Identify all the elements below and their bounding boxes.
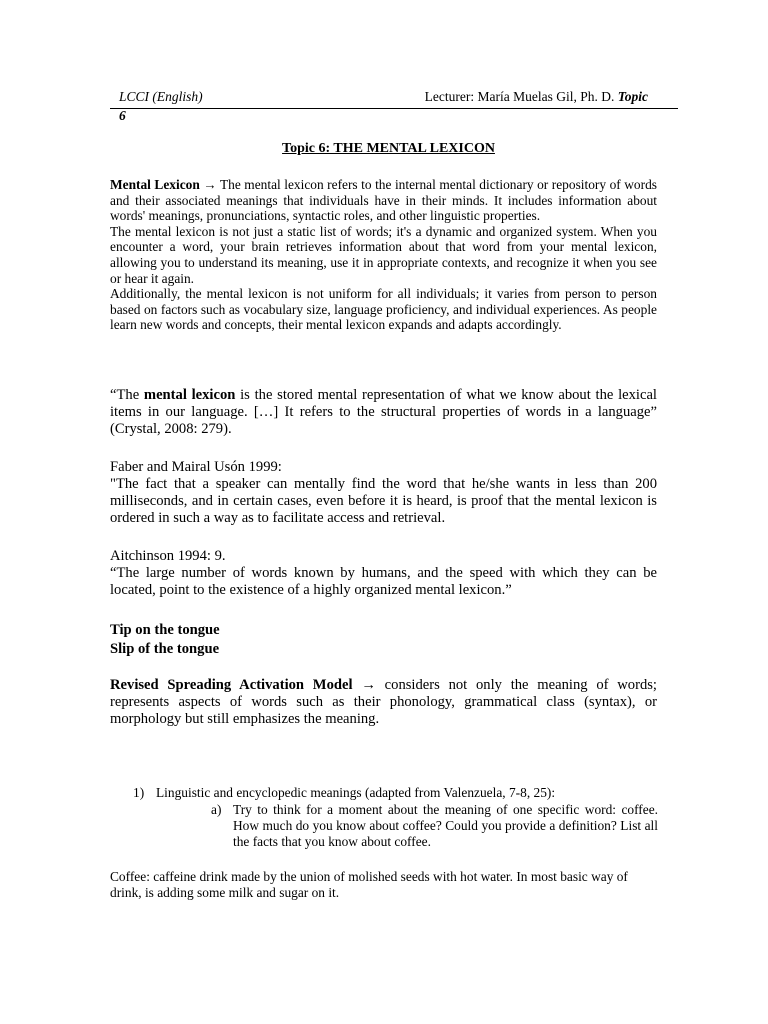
- arrow-icon: →: [203, 177, 217, 192]
- header-lecturer-name: Lecturer: María Muelas Gil, Ph. D.: [424, 89, 618, 104]
- header-lecturer: [425, 89, 648, 105]
- revised-text: considers not only the meaning of words; represents aspects of words such as their phonology, grammatical class (syntax), or morphology but still emphasizes the meaning.: [110, 677, 657, 727]
- intro-term: Mental Lexicon: [110, 177, 200, 192]
- list-subitem-a-letter: a): [211, 802, 222, 817]
- intro-section: [110, 177, 657, 333]
- crystal-term: mental lexicon: [143, 387, 236, 403]
- intro-paragraph-2: The mental lexicon is not just a static list of words; it's a dynamic and organized system. When you encounter a word, your brain retrieves information about that word from your mental lexicon, allowing you to understand its meaning, use it in appropriate contexts, and recognize it when you see or hear it again.: [110, 223, 657, 286]
- coffee-section: [110, 869, 657, 900]
- crystal-quote: [110, 387, 657, 438]
- list-item-1-number: 1): [133, 785, 145, 800]
- revised-paragraph: [110, 677, 657, 728]
- header-topic-label: Topic: [617, 89, 648, 104]
- intro-paragraph-1: [110, 177, 657, 224]
- revised-term: Revised Spreading Activation Model: [110, 677, 353, 693]
- arrow-icon: →: [361, 677, 376, 693]
- intro-text-1: The mental lexicon refers to the internal mental dictionary or repository of words and their associated meanings that individuals have in their minds. It includes information about words' meanings, pronunciations, syntactic roles, and other linguistic properties.: [110, 177, 657, 224]
- header-course: LCCI (English): [119, 89, 203, 104]
- aitchinson-source: Aitchinson 1994: 9.: [110, 548, 226, 564]
- header-topic-number: 6: [119, 108, 126, 123]
- coffee-definition: Coffee: caffeine drink made by the union of molished seeds with hot water. In most basic way of drink, is adding some milk and sugar on it.: [110, 869, 628, 900]
- tip-of-tongue: Tip on the tongue: [110, 622, 220, 638]
- list-item-1: [133, 785, 555, 801]
- aitchinson-section: [110, 548, 657, 599]
- page-header: [110, 87, 678, 109]
- list-subitem-a-text: Try to think for a moment about the meaning of one specific word: coffee. How much do you know about coffee? Could you provide a definition? List all the facts that you know about coffee.: [233, 802, 658, 849]
- faber-quote: "The fact that a speaker can mentally find the word that he/she wants in less than 200 milliseconds, and in certain cases, even before it is heard, is proof that the mental lexicon is ordered in such a way as to facilitate access and retrieval.: [110, 476, 657, 526]
- list-subitem-a: [211, 802, 658, 850]
- page-title: Topic 6: THE MENTAL LEXICON: [282, 141, 495, 156]
- faber-section: [110, 459, 657, 527]
- revised-section: [110, 677, 657, 728]
- list-item-1-text: Linguistic and encyclopedic meanings (adapted from Valenzuela, 7-8, 25):: [156, 785, 556, 800]
- crystal-quote-text: [110, 387, 657, 438]
- crystal-rest: is the stored mental representation of what we know about the lexical items in our language. […] It refers to the structural properties of words in a language” (Crystal, 2008: 279).: [110, 387, 657, 437]
- tips-section: [110, 621, 657, 659]
- slip-of-tongue: Slip of the tongue: [110, 641, 220, 657]
- aitchinson-quote: “The large number of words known by humans, and the speed with which they can be located, point to the existence of a highly organized mental lexicon.”: [110, 565, 657, 598]
- crystal-open: “The: [110, 387, 144, 403]
- faber-source: Faber and Mairal Usón 1999:: [110, 459, 282, 475]
- intro-paragraph-3: Additionally, the mental lexicon is not uniform for all individuals; it varies from person to person based on factors such as vocabulary size, language proficiency, and individual experiences. As people learn new words and concepts, their mental lexicon expands and adapts accordingly.: [110, 286, 657, 333]
